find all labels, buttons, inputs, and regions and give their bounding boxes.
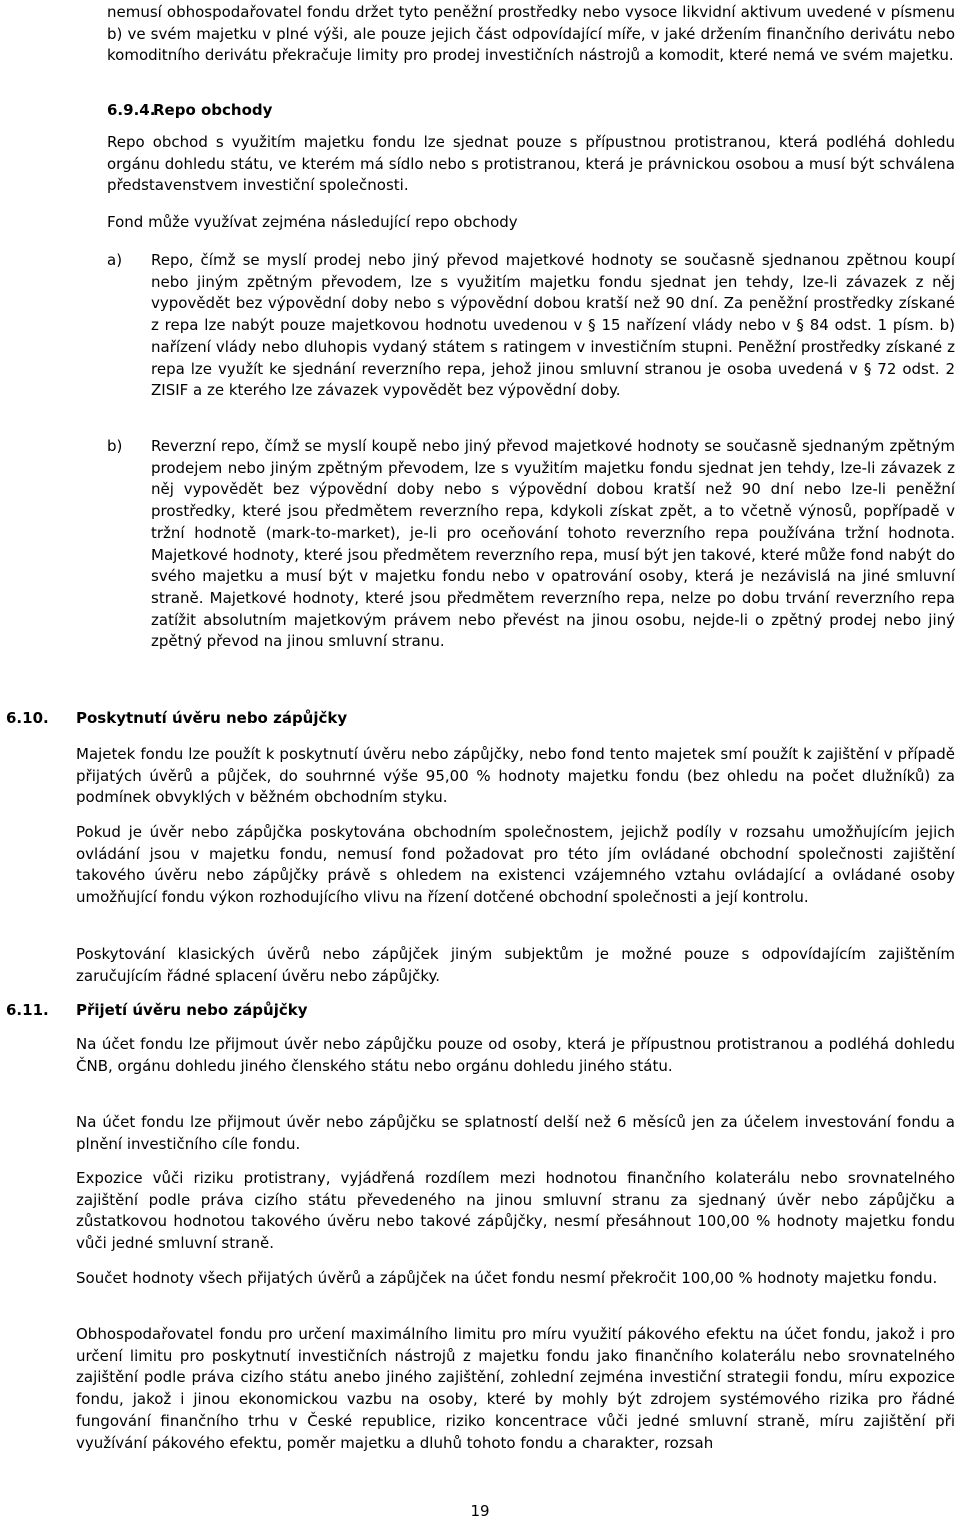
section-heading-6-9-4	[107, 100, 272, 121]
section-number: 6.11.	[6, 1001, 49, 1019]
section-title: Přijetí úvěru nebo zápůjčky	[76, 1001, 308, 1019]
page-number: 19	[470, 1502, 490, 1520]
repo-paragraph-1: Repo obchod s využitím majetku fondu lze sjednat pouze s přípustnou protistranou, která podléhá dohledu orgánu dohledu státu, ve kterém má sídlo nebo s protistranou, která je právnickou osobou a musí být schválena představenstvem investiční společnosti.	[107, 133, 955, 195]
list-marker: b)	[107, 437, 123, 455]
borrow-paragraph-3: Expozice vůči riziku protistrany, vyjádřená rozdílem mezi hodnotou finančního kolaterálu nebo srovnatelného zajištění podle práva cizího státu převedeného na jinou smluvní stranu za sjednaný úvěr nebo zápůjčku a zůstatkovou hodnotou takového úvěru nebo takové zápůjčky, nesmí přesáhnout 100,00 % hodnoty majetku fondu vůči jedné smluvní straně.	[76, 1169, 955, 1253]
borrow-paragraph-4: Součet hodnoty všech přijatých úvěrů a zápůjček na účet fondu nesmí překročit 100,00 % hodnoty majetku fondu.	[76, 1269, 938, 1287]
section-title: Poskytnutí úvěru nebo zápůjčky	[76, 709, 348, 727]
section-heading-6-11	[6, 1000, 307, 1021]
list-item-b: Reverzní repo, čímž se myslí koupě nebo jiný převod majetkové hodnoty se současně sjednaným zpětným prodejem nebo jiným zpětným převodem, lze s využitím majetku fondu sjednat jen tehdy, lze-li závazek z něj vypovědět bez výpovědní doby nebo s výpovědní dobou kratší než 90 dní nebo lze-li peněžní prostředky, které jsou předmětem reverzního repa, kdykoli získat zpět, a to včetně výnosů, popřípadě v tržní hodnotě (mark-to-market), je-li pro oceňování tohoto reverzního repa používána tržní hodnota. Majetkové hodnoty, které jsou předmětem reverzního repa, musí být jen takové, které může fond nabýt do svého majetku a musí být v majetku fondu nebo v opatrování osoby, která je nezávislá na jiné smluvní straně. Majetkové hodnoty, které jsou předmětem reverzního repa, nelze po dobu trvání reverzního repa zatížit absolutním majetkovým právem nebo převést na jinou osobu, nejde-li o zpětný prodej nebo jiný zpětný převod na jinou smluvní stranu.	[151, 437, 955, 651]
intro-paragraph: nemusí obhospodařovatel fondu držet tyto peněžní prostředky nebo vysoce likvidní aktivum uvedené v písmenu b) ve svém majetku v plné výši, ale pouze jejich část odpovídající míře, v jaké držením finančního derivátu nebo komoditního derivátu překračuje limity pro prodej investičních nástrojů a komodit, které nemá ve svém majetku.	[107, 3, 955, 65]
section-heading-6-10	[6, 708, 347, 729]
loan-paragraph-3: Poskytování klasických úvěrů nebo zápůjček jiným subjektům je možné pouze s odpovídajícím zajištěním zaručujícím řádné splacení úvěru nebo zápůjčky.	[76, 945, 955, 985]
borrow-paragraph-2: Na účet fondu lze přijmout úvěr nebo zápůjčku se splatností delší než 6 měsíců jen za účelem investování fondu a plnění investičního cíle fondu.	[76, 1113, 955, 1153]
loan-paragraph-1: Majetek fondu lze použít k poskytnutí úvěru nebo zápůjčky, nebo fond tento majetek smí použít k zajištění v případě přijatých úvěrů a půjček, do souhrnné výše 95,00 % hodnoty majetku fondu (bez ohledu na počet dlužníků) za podmínek obvyklých v běžném obchodním styku.	[76, 745, 955, 807]
list-item-a: Repo, čímž se myslí prodej nebo jiný převod majetkové hodnoty se současně sjednanou zpětnou koupí nebo jiným zpětným převodem, lze s využitím majetku fondu sjednat jen tehdy, lze-li závazek z něj vypovědět bez výpovědní doby nebo s výpovědní dobou kratší než 90 dní. Za peněžní prostředky získané z repa lze nabýt pouze majetkovou hodnotu uvedenou v § 15 nařízení vlády nebo v § 84 odst. 1 písm. b) nařízení vlády nebo dluhopis vydaný státem s ratingem v investičním stupni. Peněžní prostředky získané z repa lze využít ke sjednání reverzního repa, jehož jinou smluvní stranou je osoba uvedená v § 72 odst. 2 ZISIF a ze kterého lze závazek vypovědět bez výpovědní doby.	[151, 251, 955, 400]
list-marker: a)	[107, 251, 123, 269]
section-title: Repo obchody	[153, 101, 273, 119]
loan-paragraph-2: Pokud je úvěr nebo zápůjčka poskytována obchodním společnostem, jejichž podíly v rozsahu umožňujícím jejich ovládání jsou v majetku fondu, nemusí fond požadovat pro této jím ovládané obchodní společnosti zajištění takového úvěru nebo zápůjčky právě s ohledem na existenci vzájemného vztahu ovládající a ovládané osoby umožňující fondu výkon rozhodujícího vlivu na řízení dotčené obchodní společnosti a její kontrolu.	[76, 823, 955, 907]
section-number: 6.9.4.	[107, 101, 156, 119]
repo-paragraph-2: Fond může využívat zejména následující repo obchody	[107, 213, 518, 231]
section-number: 6.10.	[6, 709, 49, 727]
borrow-paragraph-5: Obhospodařovatel fondu pro určení maximálního limitu pro míru využití pákového efektu na účet fondu, jakož i pro určení limitu pro poskytnutí investičních nástrojů z majetku fondu jako finančního kolaterálu nebo srovnatelného zajištění podle práva cizího státu anebo jiného zajištění, zohlední zejména investiční strategii fondu, míru expozice fondu, jakož i jinou ekonomickou vazbu na osoby, které by mohly být zdrojem systémového rizika pro řádné fungování finančního trhu v České republice, riziko koncentrace vůči jedné smluvní straně, míru zajištění při využívání pákového efektu, poměr majetku a dluhů tohoto fondu a charakter, rozsah	[76, 1325, 955, 1452]
borrow-paragraph-1: Na účet fondu lze přijmout úvěr nebo zápůjčku pouze od osoby, která je přípustnou protistranou a podléhá dohledu ČNB, orgánu dohledu jiného členského státu nebo orgánu dohledu jiného státu.	[76, 1035, 955, 1075]
